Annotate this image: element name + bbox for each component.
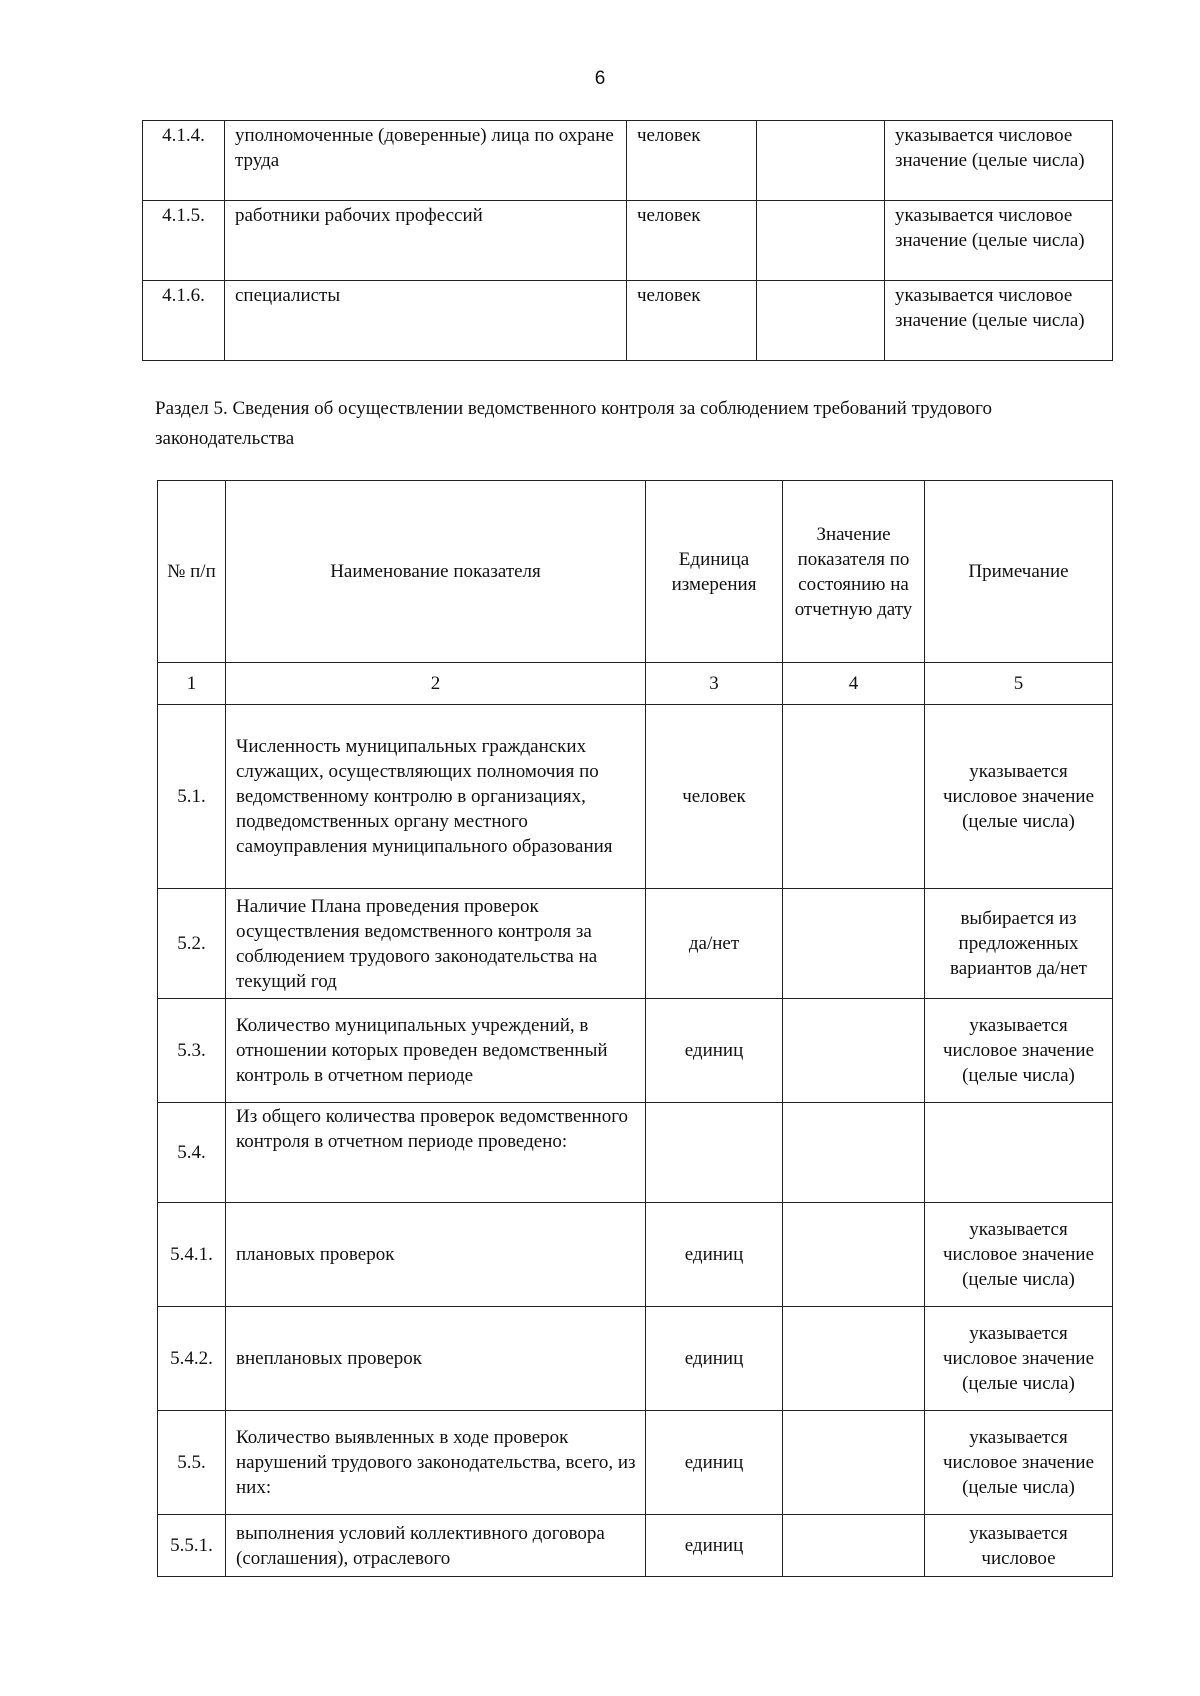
table-row: [158, 889, 1113, 999]
column-number: 2: [226, 663, 646, 705]
unit-cell: единиц: [646, 1203, 783, 1307]
unit-cell: единиц: [646, 999, 783, 1103]
note-cell: указывается числовое значение (целые числа): [925, 1307, 1113, 1411]
unit-cell: [646, 1103, 783, 1203]
value-cell: [783, 705, 925, 889]
indicator-name: работники рабочих профессий: [225, 201, 627, 281]
value-cell: [783, 999, 925, 1103]
column-number: 3: [646, 663, 783, 705]
indicator-name: уполномоченные (доверенные) лица по охране труда: [225, 121, 627, 201]
note-cell: указывается числовое значение (целые числа): [885, 281, 1113, 361]
table-header-row: [158, 481, 1113, 663]
indicator-name: Наличие Плана проведения проверок осуществления ведомственного контроля за соблюдением трудового законодательства на текущий год: [226, 889, 646, 999]
value-cell: [783, 1307, 925, 1411]
unit-cell: человек: [627, 121, 757, 201]
table-row: [158, 1515, 1113, 1577]
section-5-table: [157, 480, 1113, 1577]
unit-cell: единиц: [646, 1411, 783, 1515]
value-cell: [783, 1103, 925, 1203]
table-row: [143, 281, 1113, 361]
note-cell: указывается числовое: [925, 1515, 1113, 1577]
table-row: [143, 201, 1113, 281]
column-number: 1: [158, 663, 226, 705]
row-number: 4.1.5.: [143, 201, 225, 281]
indicator-name: Количество выявленных в ходе проверок нарушений трудового законодательства, всего, из них:: [226, 1411, 646, 1515]
table-row: [158, 1307, 1113, 1411]
row-number: 5.4.1.: [158, 1203, 226, 1307]
note-cell: выбирается из предложенных вариантов да/нет: [925, 889, 1113, 999]
note-cell: указывается числовое значение (целые числа): [925, 705, 1113, 889]
column-header-value: Значение показателя по состоянию на отчетную дату: [783, 481, 925, 663]
row-number: 5.4.: [158, 1103, 226, 1203]
table-row: [158, 999, 1113, 1103]
note-cell: указывается числовое значение (целые числа): [925, 1411, 1113, 1515]
row-number: 5.1.: [158, 705, 226, 889]
table-row: [158, 1411, 1113, 1515]
note-cell: указывается числовое значение (целые числа): [885, 121, 1113, 201]
unit-cell: человек: [627, 201, 757, 281]
value-cell: [783, 1411, 925, 1515]
unit-cell: да/нет: [646, 889, 783, 999]
table-row: [158, 1203, 1113, 1307]
indicator-name: Из общего количества проверок ведомственного контроля в отчетном периоде проведено:: [226, 1103, 646, 1203]
note-cell: [925, 1103, 1113, 1203]
row-number: 4.1.6.: [143, 281, 225, 361]
table-row: [143, 121, 1113, 201]
row-number: 5.3.: [158, 999, 226, 1103]
indicator-name: специалисты: [225, 281, 627, 361]
note-cell: указывается числовое значение (целые числа): [885, 201, 1113, 281]
row-number: 5.5.1.: [158, 1515, 226, 1577]
value-cell: [757, 121, 885, 201]
indicator-name: выполнения условий коллективного договора (соглашения), отраслевого: [226, 1515, 646, 1577]
row-number: 5.4.2.: [158, 1307, 226, 1411]
column-header-name: Наименование показателя: [226, 481, 646, 663]
value-cell: [783, 889, 925, 999]
column-header-number: № п/п: [158, 481, 226, 663]
unit-cell: единиц: [646, 1307, 783, 1411]
section-heading: Раздел 5. Сведения об осуществлении ведомственного контроля за соблюдением требований трудового законодательства: [155, 398, 992, 449]
row-number: 5.2.: [158, 889, 226, 999]
value-cell: [757, 201, 885, 281]
column-number-row: [158, 663, 1113, 705]
indicator-name: внеплановых проверок: [226, 1307, 646, 1411]
value-cell: [757, 281, 885, 361]
indicator-name: Количество муниципальных учреждений, в отношении которых проведен ведомственный контроль в отчетном периоде: [226, 999, 646, 1103]
note-cell: указывается числовое значение (целые числа): [925, 1203, 1113, 1307]
column-number: 5: [925, 663, 1113, 705]
indicators-table-continued: [142, 120, 1113, 361]
note-cell: указывается числовое значение (целые числа): [925, 999, 1113, 1103]
indicator-name: плановых проверок: [226, 1203, 646, 1307]
unit-cell: человек: [627, 281, 757, 361]
row-number: 5.5.: [158, 1411, 226, 1515]
table-row: [158, 705, 1113, 889]
unit-cell: человек: [646, 705, 783, 889]
indicator-name: Численность муниципальных гражданских служащих, осуществляющих полномочия по ведомственному контролю в организациях, подведомственных органу местного самоуправления муниципального образования: [226, 705, 646, 889]
value-cell: [783, 1515, 925, 1577]
row-number: 4.1.4.: [143, 121, 225, 201]
unit-cell: единиц: [646, 1515, 783, 1577]
column-number: 4: [783, 663, 925, 705]
table-row: [158, 1103, 1113, 1203]
column-header-note: Примечание: [925, 481, 1113, 663]
column-header-unit: Единица измерения: [646, 481, 783, 663]
page-number: 6: [594, 68, 606, 89]
value-cell: [783, 1203, 925, 1307]
